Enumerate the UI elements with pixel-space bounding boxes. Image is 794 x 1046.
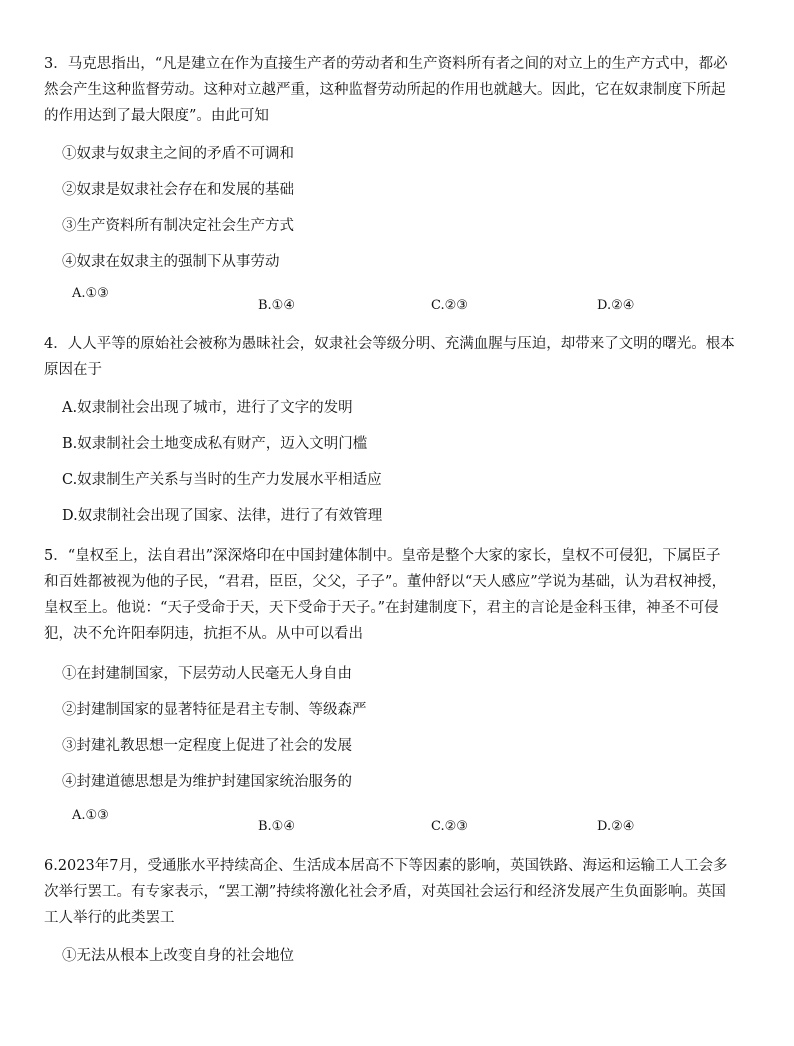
question-5-statement-3: ③封建礼教思想一定程度上促进了社会的发展 xyxy=(62,738,352,754)
question-4-stem-line-1: 4．人人平等的原始社会被称为愚昧社会，奴隶社会等级分明、充满血腥与压迫，却带来了文明的曙光。根本 xyxy=(44,336,735,352)
question-3-statement-3: ③生产资料所有制决定社会生产方式 xyxy=(62,218,294,234)
question-4-stem-line-2: 原因在于 xyxy=(44,362,102,378)
question-3-statement-4: ④奴隶在奴隶主的强制下从事劳动 xyxy=(62,254,280,270)
question-3-statement-2: ②奴隶是奴隶社会存在和发展的基础 xyxy=(62,182,294,198)
question-4-choice-b[interactable]: B.奴隶制社会土地变成私有财产，迈入文明门槛 xyxy=(62,436,368,452)
question-5-stem-line-3: 皇权至上。他说：“天子受命于天，天下受命于天子。”在封建制度下，君主的言论是金科玉律，神圣不可侵 xyxy=(44,600,719,616)
question-3-option-a[interactable]: A.①③ xyxy=(72,286,109,301)
question-5-statement-2: ②封建制国家的显著特征是君主专制、等级森严 xyxy=(62,702,367,718)
question-6-statement-1: ①无法从根本上改变自身的社会地位 xyxy=(62,948,294,964)
question-4-choice-d[interactable]: D.奴隶制社会出现了国家、法律，进行了有效管理 xyxy=(62,508,383,524)
question-3-statement-1: ①奴隶与奴隶主之间的矛盾不可调和 xyxy=(62,146,294,162)
question-6-stem-line-3: 工人举行的此类罢工 xyxy=(44,910,175,926)
question-5-stem-line-4: 犯，决不允许阳奉阴违，抗拒不从。从中可以看出 xyxy=(44,626,363,642)
question-5-option-d[interactable]: D.②④ xyxy=(597,819,635,834)
question-3-stem-line-1: 3．马克思指出，“凡是建立在作为直接生产者的劳动者和生产资料所有者之间的对立上的生产方式中，都必 xyxy=(44,56,728,72)
question-5-statement-4: ④封建道德思想是为维护封建国家统治服务的 xyxy=(62,774,352,790)
question-5-stem-line-2: 和百姓都被视为他的子民，“君君，臣臣，父父，子子”。董仲舒以“天人感应”学说为基础，认为君权神授， xyxy=(44,574,727,590)
question-6-stem-line-1: 6.2023年7月，受通胀水平持续高企、生活成本居高不下等因素的影响，英国铁路、海运和运输工人工会多 xyxy=(44,858,728,874)
question-3-option-c[interactable]: C.②③ xyxy=(431,298,468,313)
question-4-choice-c[interactable]: C.奴隶制生产关系与当时的生产力发展水平相适应 xyxy=(62,472,382,488)
question-5-option-b[interactable]: B.①④ xyxy=(258,819,295,834)
question-5-option-a[interactable]: A.①③ xyxy=(72,808,109,823)
question-4-choice-a[interactable]: A.奴隶制社会出现了城市，进行了文字的发明 xyxy=(62,400,353,416)
question-3-stem-line-3: 的作用达到了最大限度”。由此可知 xyxy=(44,108,269,124)
question-3-option-b[interactable]: B.①④ xyxy=(258,298,295,313)
question-5-option-c[interactable]: C.②③ xyxy=(431,819,468,834)
question-5-statement-1: ①在封建制国家，下层劳动人民毫无人身自由 xyxy=(62,666,352,682)
question-6-stem-line-2: 次举行罢工。有专家表示，“罢工潮”持续将激化社会矛盾，对英国社会运行和经济发展产生负面影响。英国 xyxy=(44,884,726,900)
question-3-stem-line-2: 然会产生这种监督劳动。这种对立越严重，这种监督劳动所起的作用也就越大。因此，它在奴隶制度下所起 xyxy=(44,82,726,98)
question-3-option-d[interactable]: D.②④ xyxy=(597,298,635,313)
question-5-stem-line-1: 5．“皇权至上，法自君出”深深烙印在中国封建体制中。皇帝是整个大家的家长，皇权不可侵犯，下属臣子 xyxy=(44,548,721,564)
